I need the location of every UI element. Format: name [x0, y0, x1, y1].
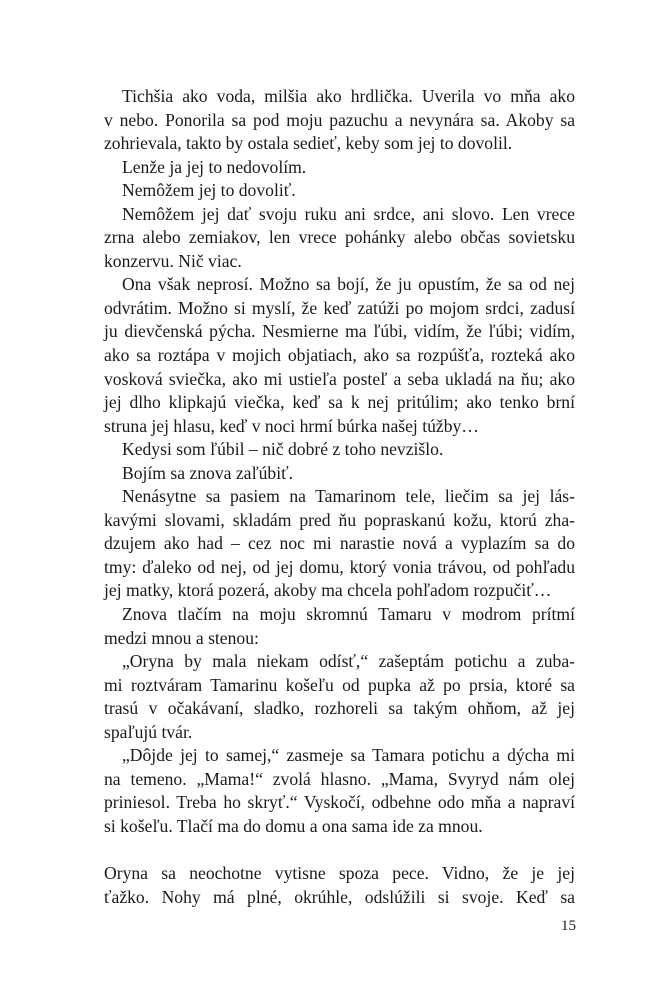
text-line: struna jej hlasu, keď v noci hrmí búrka našej túžby… — [104, 415, 479, 436]
page-body-text — [104, 85, 575, 909]
text-line: ťažko. Nohy má plné, okrúhle, odslúžili si svoje. Keď sa — [104, 886, 575, 907]
text-line: Nemôžem jej dať svoju ruku ani srdce, ani slovo. Len vrece — [122, 203, 575, 224]
text-line: Tichšia ako voda, milšia ako hrdlička. Uverila vo mňa ako — [122, 86, 575, 106]
text-line: jej dlho klipkajú viečka, keď sa k nej pritúlim; ako tenko brní — [104, 392, 575, 413]
text-line: vosková sviečka, ako mi ustieľa posteľ a seba ukladá na ňu; ako — [104, 368, 575, 389]
text-line: medzi mnou a stenou: — [104, 627, 259, 648]
text-line: „Dôjde jej to samej,“ zasmeje sa Tamara potichu a dýcha mi — [122, 745, 575, 766]
text-line: si košeľu. Tlačí ma do domu a ona sama ide za mnou. — [104, 815, 483, 836]
text-line: jej matky, ktorá pozerá, akoby ma chcela pohľadom rozpučiť… — [104, 580, 552, 601]
text-line: kavými slovami, skladám pred ňu popraskanú kožu, ktorú zha- — [104, 509, 575, 530]
section-break — [104, 839, 575, 863]
text-line: tmy: ďaleko od nej, od jej domu, ktorý vonia trávou, od pohľadu — [104, 556, 575, 577]
text-line: spaľujú tvár. — [104, 721, 193, 742]
text-line: na temeno. „Mama!“ zvolá hlasno. „Mama, Svyryd nám olej — [104, 768, 575, 789]
text-line: Lenže ja jej to nedovolím. — [122, 156, 307, 177]
text-line: trasú v očakávaní, sladko, rozhoreli sa takým ohňom, až jej — [104, 698, 575, 719]
text-line: ju dievčenská pýcha. Nesmierne ma ľúbi, vidím, že ľúbi; vidím, — [104, 321, 575, 342]
text-line: Ona však neprosí. Možno sa bojí, že ju opustím, že sa od nej — [122, 274, 575, 295]
text-line: mi roztváram Tamarinu košeľu od pupka až po prsia, ktoré sa — [104, 674, 575, 695]
text-line: v nebo. Ponorila sa pod moju pazuchu a nevynára sa. Akoby sa — [104, 109, 575, 130]
text-line: konzervu. Nič viac. — [104, 250, 242, 271]
page-number: 15 — [561, 918, 576, 934]
text-line: Znova tlačím na moju skromnú Tamaru v modrom prítmí — [122, 604, 575, 625]
text-line: dzujem ako had – cez noc mi narastie nová a vyplazím sa do — [104, 533, 575, 554]
text-line: ako sa roztápa v mojich objatiach, ako sa rozpúšťa, rozteká ako — [104, 345, 575, 366]
text-line: Nenásytne sa pasiem na Tamarinom tele, liečim sa jej lás- — [122, 486, 575, 507]
text-line: Nemôžem jej to dovoliť. — [122, 180, 296, 201]
text-line: zohrievala, takto by ostala sedieť, keby som jej to dovolil. — [104, 133, 513, 154]
text-line: „Oryna by mala niekam odísť,“ zašeptám potichu a zuba- — [122, 651, 575, 672]
text-line: Oryna sa neochotne vytisne spoza pece. Vidno, že je jej — [104, 863, 575, 884]
text-line: zrna alebo zemiakov, len vrece pohánky alebo občas sovietsku — [104, 227, 575, 248]
text-line: Kedysi som ľúbil – nič dobré z toho nevzišlo. — [122, 439, 444, 460]
text-line: priniesol. Treba ho skryť.“ Vyskočí, odbehne odo mňa a napraví — [104, 792, 575, 813]
text-line: Bojím sa znova zaľúbiť. — [122, 462, 294, 483]
text-line: odvrátim. Možno si myslí, že keď zatúži po mojom srdci, zadusí — [104, 297, 575, 318]
